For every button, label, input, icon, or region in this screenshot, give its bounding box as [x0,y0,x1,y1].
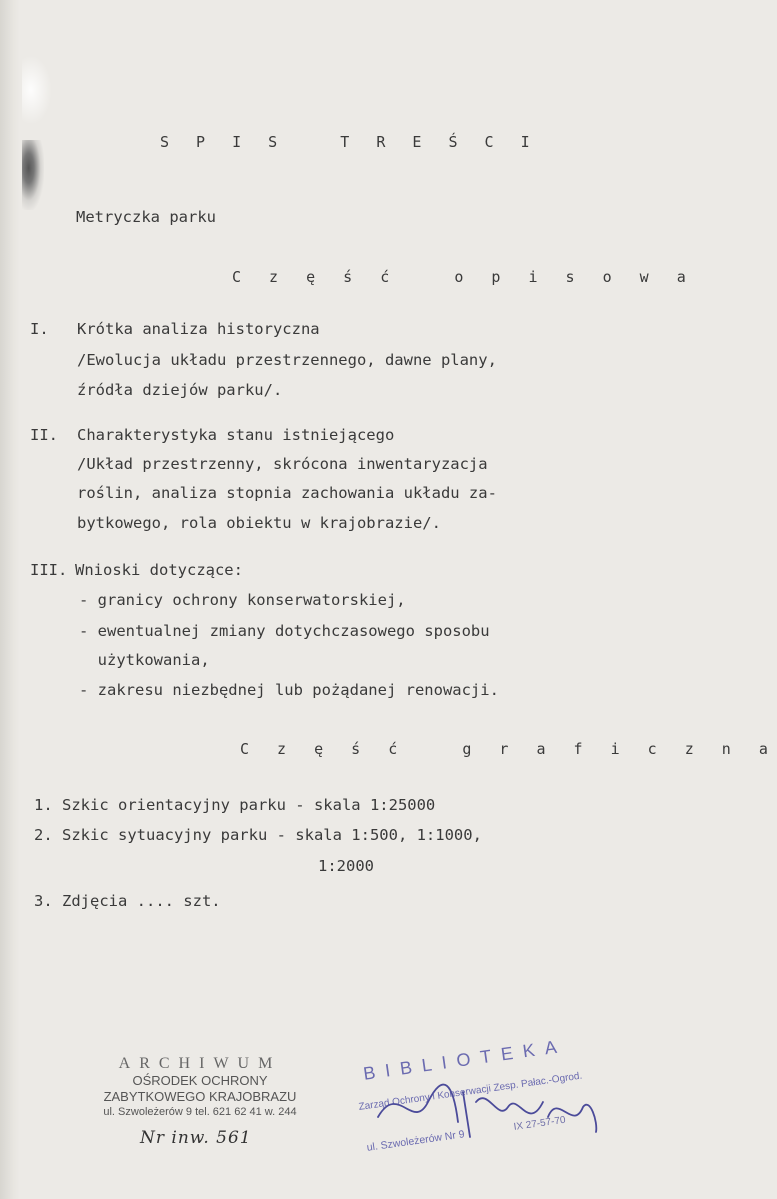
item-line: - zakresu niezbędnej lub pożądanej renowacji. [79,681,499,699]
archive-stamp [95,1055,305,1120]
archive-stamp-line: OŚRODEK OCHRONY [132,1073,268,1088]
item-line: - ewentualnej zmiany dotychczasowego sposobu [79,622,490,640]
graphic-item: 2. Szkic sytuacyjny parku - skala 1:500, 1:1000, [34,826,482,844]
item-number: III. [30,561,68,579]
section-heading-descriptive: C z ę ś ć o p i s o w a [232,268,696,286]
item-line: roślin, analiza stopnia zachowania układu za- [77,484,497,502]
archive-stamp-address: ul. Szwoleżerów 9 tel. 621 62 41 w. 244 [103,1106,297,1118]
item-line: /Układ przestrzenny, skrócona inwentaryzacja [77,455,488,473]
item-line: Krótka analiza historyczna [77,320,320,338]
library-stamp [358,1035,618,1172]
item-line: Charakterystyka stanu istniejącego [77,426,395,444]
item-line: źródła dziejów parku/. [77,381,283,399]
library-stamp-title: BIBLIOTEKA [362,1035,568,1084]
item-line: /Ewolucja układu przestrzennego, dawne plany, [77,351,497,369]
item-line: - granicy ochrony konserwatorskiej, [79,591,406,609]
ink-smudge [22,140,44,210]
page-edge [0,0,20,1199]
inventory-number-handwritten: Nr inw. 561 [140,1128,252,1148]
library-stamp-address: ul. Szwoleżerów Nr 9 [366,1128,466,1154]
page-title: S P I S T R E Ś C I [160,133,539,151]
item-line: bytkowego, rola obiektu w krajobrazie/. [77,514,441,532]
section-heading-graphic: C z ę ś ć g r a f i c z n a [240,740,777,758]
item-number: II. [30,426,58,444]
archive-stamp-title: ARCHIWUM [118,1055,282,1072]
archive-stamp-line: ZABYTKOWEGO KRAJOBRAZU [103,1089,297,1104]
paper-wear [22,55,52,125]
metryczka-line: Metryczka parku [76,208,216,226]
handwritten-signature [358,1062,618,1172]
item-line: Wnioski dotyczące: [75,561,243,579]
graphic-item: 1:2000 [318,857,374,875]
graphic-item: 1. Szkic orientacyjny parku - skala 1:25000 [34,796,436,814]
library-stamp-number: IX 27-57-70 [513,1114,567,1133]
item-line: użytkowania, [79,651,210,669]
library-stamp-line: Zarząd Ochrony i Konserwacji Zesp. Pałac.-Ogrod. [358,1070,583,1113]
item-number: I. [30,320,49,338]
graphic-item: 3. Zdjęcia .... szt. [34,892,221,910]
